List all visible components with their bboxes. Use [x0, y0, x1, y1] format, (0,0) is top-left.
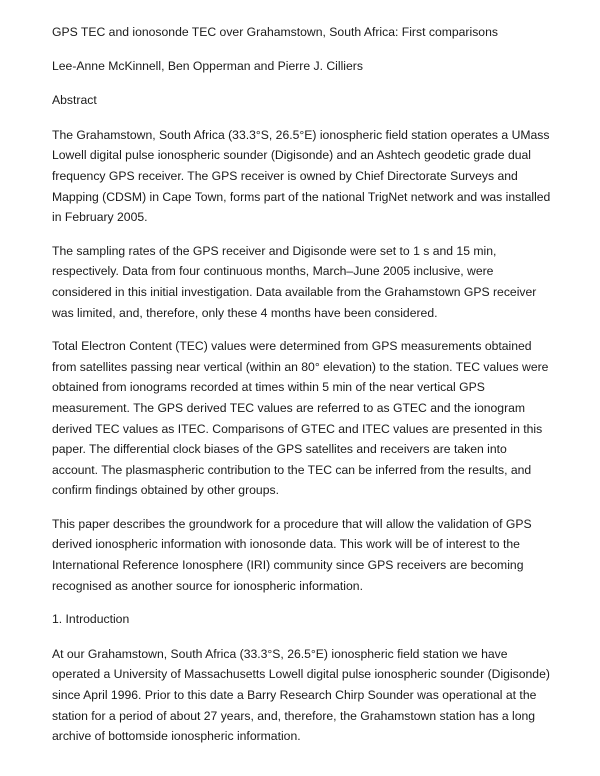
introduction-paragraph-1: At our Grahamstown, South Africa (33.3°S, 26.5°E) ionospheric field station we have operated a University of Massachusetts Lowell digital pulse ionospheric sounder (Digisonde) since April 1996. Prior to this date a Barry Research Chirp Sounder was operational at the station for a period of about 27 years, and, therefore, the Grahamstown station has a long archive of bottomside ionospheric information.	[52, 646, 550, 744]
paper-title: GPS TEC and ionosonde TEC over Grahamstown, South Africa: First comparisons	[52, 25, 498, 39]
abstract-paragraph-3: Total Electron Content (TEC) values were determined from GPS measurements obtained from satellites passing near vertical (within an 80° elevation) to the station. TEC values were obtained from ionograms recorded at times within 5 min of the near vertical GPS measurement. The GPS derived TEC values are referred to as GTEC and the ionogram derived TEC values as ITEC. Comparisons of GTEC and ITEC values are presented in this paper. The differential clock biases of the GPS satellites and receivers are taken into account. The plasmaspheric contribution to the TEC can be inferred from the results, and confirm findings obtained by other groups.	[52, 339, 549, 498]
document-page	[52, 22, 552, 760]
abstract-heading: Abstract	[52, 93, 97, 108]
abstract-paragraph-2: The sampling rates of the GPS receiver and Digisonde were set to 1 s and 15 min, respectively. Data from four continuous months, March–June 2005 inclusive, were considered in this initial investigation. Data available from the Grahamstown GPS receiver was limited, and, therefore, only these 4 months have been considered.	[52, 243, 537, 320]
paper-authors: Lee-Anne McKinnell, Ben Opperman and Pierre J. Cilliers	[52, 58, 363, 73]
introduction-heading: 1. Introduction	[52, 612, 130, 627]
abstract-paragraph-4: This paper describes the groundwork for a procedure that will allow the validation of GPS derived ionospheric information with ionosonde data. This work will be of interest to the International Reference Ionosphere (IRI) community since GPS receivers are becoming recognised as another source for ionospheric information.	[52, 516, 532, 593]
abstract-paragraph-1: The Grahamstown, South Africa (33.3°S, 26.5°E) ionospheric field station operates a UMass Lowell digital pulse ionospheric sounder (Digisonde) and an Ashtech geodetic grade dual frequency GPS receiver. The GPS receiver is owned by Chief Directorate Surveys and Mapping (CDSM) in Cape Town, forms part of the national TrigNet network and was installed in February 2005.	[52, 127, 551, 225]
